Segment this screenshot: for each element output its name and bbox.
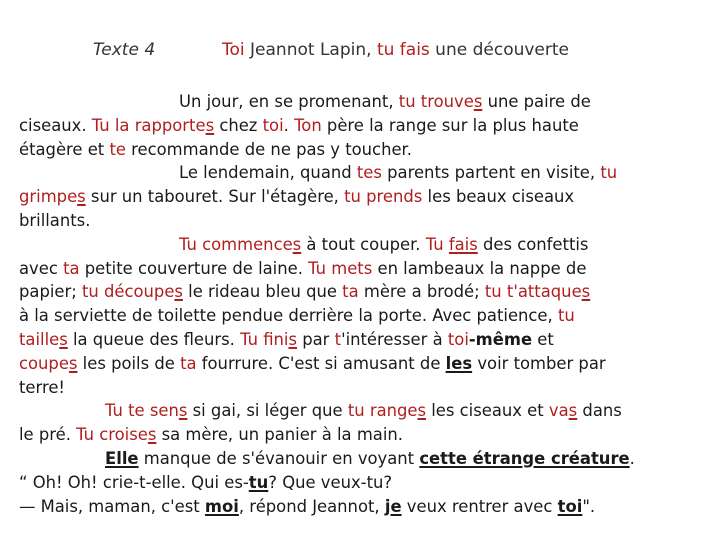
text-run: tu trouve [398,92,474,111]
text-run: tu découpe [81,282,175,302]
text-run: si gai, si léger que [187,401,348,421]
text-run: ta [342,282,359,302]
text-line [19,114,709,138]
text-run: étagère et [19,139,110,159]
text-line [19,161,709,185]
text-line [19,352,709,376]
text-run: Jeannot Lapin, [244,40,377,60]
text-run: en lambeaux la nappe de [372,258,587,278]
text-run: “ Oh! Oh! crie-t-elle. Qui es- [19,472,249,492]
text-run: fais [448,234,478,254]
text-run: manque de s'évanouir en voyant [138,448,420,468]
text-run: coupe [19,353,69,373]
text-run: s [147,425,157,445]
text-run: , répond Jeannot, [238,496,385,516]
text-run: s [581,282,591,302]
text-line [19,280,709,304]
text-run: s [174,282,183,302]
text-run: chez [214,115,263,135]
text-run: sur un tabouret. Sur l'étagère, [85,187,345,207]
text-run: les poils de [77,353,181,373]
text-run: Tu mets [308,258,373,278]
text-run: tes [356,163,382,183]
text-run: ta [63,258,80,278]
text-run: à la serviette de toilette pendue derrière la porte. Avec patience, [19,306,558,326]
text-run: s [292,234,302,254]
text-run: brillants. [19,210,91,230]
text-line [19,399,709,423]
text-run: je [384,496,402,516]
text-run: recommande de ne pas y toucher. [125,139,412,159]
text-run: Ton [294,115,322,135]
text-run: va [548,401,569,421]
text-run: petite couverture de laine. [79,258,309,278]
text-run: les [445,353,473,373]
text-run: Tu commence [179,234,293,254]
text-line [19,185,709,209]
text-run: ? Que veux-tu? [268,472,393,492]
text-run: la queue des fleurs. [67,329,241,349]
text-line [19,233,709,257]
text-run: s [59,329,68,349]
text-run: tu t'attaque [484,282,582,302]
text-run: Un jour, en se promenant, [179,92,399,111]
text-run: tu [557,306,575,326]
text-run: à tout couper. [301,234,426,254]
text-run: s [68,353,78,373]
text-line [19,447,709,471]
text-run: ciseaux. [19,115,92,135]
text-run: des confettis [477,234,589,254]
text-run: une paire de [482,92,591,111]
text-run: tu [248,472,269,492]
text-run: le rideau bleu que [182,282,343,302]
text-run: fourrure. C'est si amusant de [196,353,446,373]
text-run: Tu la [91,115,130,135]
text-line [19,209,709,233]
story-text [19,90,709,518]
text-run: Le lendemain, quand [179,163,357,183]
text-run: toi [262,115,284,135]
text-run: ta [180,353,197,373]
text-run: et [532,329,554,349]
text-run: s [288,329,298,349]
text-run: — Mais, maman, c'est [19,496,205,516]
text-run: voir tomber par [472,353,606,373]
text-run: tu [600,163,618,183]
text-run: tu [376,40,395,60]
text-run: s [178,401,188,421]
text-line [19,138,709,162]
text-run: parents partent en visite, [381,163,601,183]
text-run: Tu croise [76,425,148,445]
text-run: s [417,401,427,421]
text-run: . [283,115,295,135]
text-run: père la range sur la plus haute [321,115,579,135]
text-line [19,90,709,114]
text-run: . [629,448,635,468]
text-run: cette étrange créature [419,448,630,468]
text-run: les beaux ciseaux [422,187,575,207]
text-line [19,495,709,519]
text-title [222,40,569,60]
text-line [19,304,709,328]
text-run: les ciseaux et [426,401,549,421]
text-run: dans [577,401,622,421]
text-run: taille [19,329,60,349]
text-run: fais [399,40,430,60]
text-run: -même [468,329,533,349]
text-run: tu range [347,401,418,421]
text-run: Elle [105,448,139,468]
text-run: s [77,187,86,207]
text-run: terre! [19,377,65,397]
text-line [19,376,709,400]
text-number-label: Texte 4 [93,40,156,60]
text-run: toi [557,496,583,516]
text-run: rapporte [134,115,206,135]
text-run: grimpe [19,187,78,207]
text-run: le pré. [19,425,77,445]
text-run: Toi [222,40,245,60]
text-run: veux rentrer avec [401,496,558,516]
text-run: mère a brodé; [358,282,485,302]
text-run: s [205,115,215,135]
text-run: moi [204,496,239,516]
text-run: par [297,329,335,349]
text-run: te [109,139,126,159]
text-run: toi [447,329,469,349]
text-run: 'intéresser à [341,329,448,349]
text-run: Tu [425,234,449,254]
text-line [19,471,709,495]
text-run: s [568,401,578,421]
text-run: avec [19,258,64,278]
text-run: tu prends [344,187,423,207]
text-run: une découverte [429,40,570,60]
text-run: s [473,92,483,111]
text-line [19,423,709,447]
text-line [19,328,709,352]
text-run: papier; [19,282,82,302]
text-line [19,257,709,281]
text-run: t [334,329,342,349]
text-run: ". [582,496,596,516]
text-run: sa mère, un panier à la main. [156,425,403,445]
text-run: Tu fini [240,329,289,349]
text-run: Tu te sen [105,401,179,421]
